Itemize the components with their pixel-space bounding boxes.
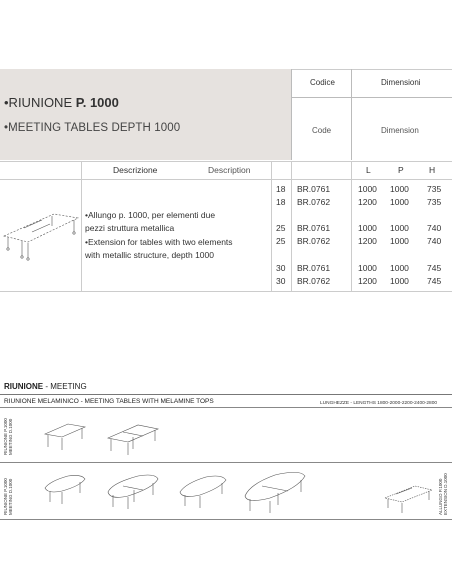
qty: 18 — [276, 197, 286, 207]
l-header: L — [366, 165, 371, 175]
h-value: 735 — [427, 184, 442, 194]
side-label-2: RIUNIONE P.1000 MEETING D.1000 — [3, 478, 13, 515]
code: BR.0761 — [297, 263, 331, 273]
qty: 30 — [276, 263, 286, 273]
h-value: 745 — [427, 263, 442, 273]
l-value: 1200 — [358, 197, 377, 207]
qty: 25 — [276, 223, 286, 233]
divider — [351, 161, 352, 291]
divider — [291, 161, 292, 291]
lengths-label: LUNGHEZZE - LENGTHS 1800-2000-2200-2400-2800 — [320, 401, 438, 406]
section-title: RIUNIONE - MEETING — [4, 382, 87, 391]
divider — [351, 69, 352, 160]
code: BR.0762 — [297, 197, 331, 207]
divider — [81, 161, 82, 291]
page-subtitle: •MEETING TABLES DEPTH 1000 — [4, 122, 181, 134]
l-value: 1000 — [358, 263, 377, 273]
p-value: 1000 — [390, 197, 409, 207]
divider — [0, 161, 452, 162]
side-label-3: ALLUNGO P.1000 EXTENSION D.1000 — [438, 473, 448, 515]
l-value: 1200 — [358, 236, 377, 246]
h-value: 740 — [427, 223, 442, 233]
descrizione-header: Descrizione — [113, 165, 158, 175]
p-value: 1000 — [390, 276, 409, 286]
dimensioni-label: Dimensioni — [381, 78, 421, 87]
dimension-label: Dimension — [381, 126, 419, 135]
divider — [291, 69, 292, 160]
description-it: •Allungo p. 1000, per elementi due pezzi struttura metallica — [85, 210, 216, 233]
section-subtitle: RIUNIONE MELAMINICO - MEETING TABLES WITH MELAMINE TOPS — [4, 398, 214, 405]
divider — [0, 462, 452, 463]
divider — [271, 161, 272, 291]
p-value: 1000 — [390, 263, 409, 273]
l-value: 1000 — [358, 223, 377, 233]
l-value: 1200 — [358, 276, 377, 286]
extension-table-drawing — [2, 196, 80, 266]
p-header: P — [398, 165, 404, 175]
rect-table-icon — [45, 424, 85, 437]
side-label-1: RIUNIONE P.1000 MEETING D.1000 — [3, 418, 13, 455]
qty: 18 — [276, 184, 286, 194]
header-panel — [0, 69, 291, 160]
code: BR.0762 — [297, 276, 331, 286]
p-value: 1000 — [390, 184, 409, 194]
p-value: 1000 — [390, 223, 409, 233]
qty: 30 — [276, 276, 286, 286]
divider — [0, 179, 452, 180]
code: BR.0761 — [297, 223, 331, 233]
meeting-table-drawings-row2 — [40, 466, 440, 518]
h-value: 735 — [427, 197, 442, 207]
p-value: 1000 — [390, 236, 409, 246]
description-en: •Extension for tables with two elements with metallic structure, depth 1000 — [85, 237, 233, 260]
divider — [0, 291, 452, 292]
l-value: 1000 — [358, 184, 377, 194]
description-header: Description — [208, 165, 251, 175]
qty: 25 — [276, 236, 286, 246]
h-value: 740 — [427, 236, 442, 246]
code: BR.0761 — [297, 184, 331, 194]
codice-label: Codice — [310, 78, 335, 87]
page-title: •RIUNIONE P. 1000 — [4, 95, 119, 110]
divider — [0, 407, 452, 408]
h-header: H — [429, 165, 436, 175]
meeting-table-drawings-row1 — [40, 414, 160, 460]
h-value: 745 — [427, 276, 442, 286]
code-label: Code — [312, 126, 332, 135]
code: BR.0762 — [297, 236, 331, 246]
divider — [0, 519, 452, 520]
divider — [0, 394, 452, 395]
divider — [291, 97, 452, 98]
